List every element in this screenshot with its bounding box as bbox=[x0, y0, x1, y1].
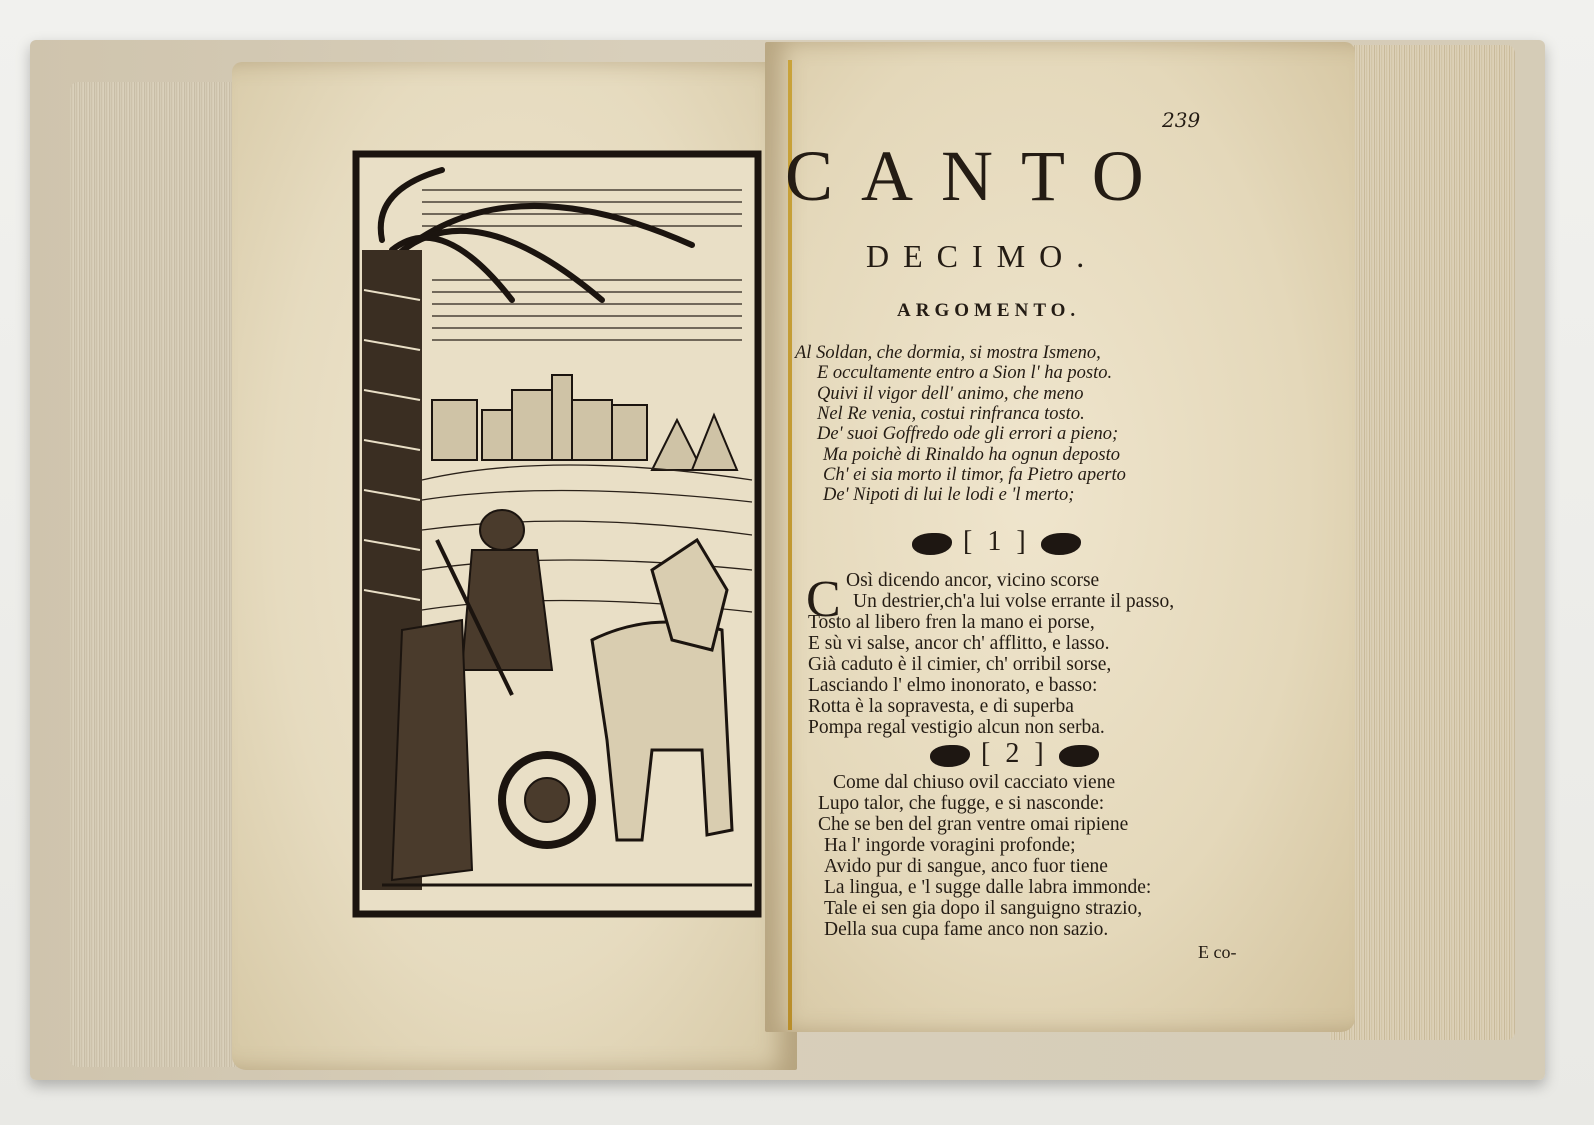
verse-line: Come dal chiuso ovil cacciato viene bbox=[833, 772, 1116, 793]
verse-line: Pompa regal vestigio alcun non serba. bbox=[808, 717, 1105, 738]
chapter-title: CANTO bbox=[785, 136, 1172, 216]
argument-line: De' suoi Goffredo ode gli errori a pieno; bbox=[817, 424, 1119, 444]
ornament-icon bbox=[912, 533, 952, 555]
stanza-number-2: [ 2 ] bbox=[981, 738, 1048, 769]
verse-line: Avido pur di sangue, anco fuor tiene bbox=[824, 856, 1108, 877]
verse-line: Tale ei sen gia dopo il sanguigno strazio, bbox=[824, 898, 1143, 919]
argument-line: Al Soldan, che dormia, si mostra Ismeno, bbox=[795, 343, 1101, 363]
verse-line: Lupo talor, che fugge, e si nasconde: bbox=[818, 793, 1105, 814]
drop-cap: C bbox=[806, 571, 841, 628]
verse-line: Tosto al libero fren la mano ei porse, bbox=[808, 612, 1095, 633]
verse-line: Osì dicendo ancor, vicino scorse bbox=[846, 570, 1100, 591]
woodcut-illustration bbox=[352, 150, 762, 918]
verse-line: Ha l' ingorde voragini profonde; bbox=[824, 835, 1076, 856]
argument-line: Quivi il vigor dell' animo, che meno bbox=[817, 384, 1084, 404]
verse-line: Lasciando l' elmo inonorato, e basso: bbox=[808, 675, 1098, 696]
verse-line: Un destrier,ch'a lui volse errante il passo, bbox=[853, 591, 1175, 612]
catchword: E co- bbox=[1198, 942, 1237, 962]
verse-line: E sù vi salse, ancor ch' afflitto, e lasso. bbox=[808, 633, 1110, 654]
ornament-icon bbox=[1059, 745, 1099, 767]
page-number: 239 bbox=[1162, 108, 1201, 132]
stanza-heading-2 bbox=[930, 738, 1099, 770]
argument-line: Ch' ei sia morto il timor, fa Pietro aperto bbox=[823, 465, 1126, 485]
argument-line: Nel Re venia, costui rinfranca tosto. bbox=[817, 404, 1085, 424]
stanza-number-1: [ 1 ] bbox=[963, 526, 1030, 557]
ornament-icon bbox=[1041, 533, 1081, 555]
stanza-heading-1 bbox=[912, 526, 1081, 558]
verse-line: Che se ben del gran ventre omai ripiene bbox=[818, 814, 1129, 835]
ornament-icon bbox=[930, 745, 970, 767]
argument-line: Ma poichè di Rinaldo ha ognun deposto bbox=[823, 445, 1120, 465]
verse-line: La lingua, e 'l sugge dalle labra immonde: bbox=[824, 877, 1152, 898]
argument-heading: ARGOMENTO. bbox=[897, 300, 1081, 321]
verse-line: Già caduto è il cimier, ch' orribil sorse, bbox=[808, 654, 1112, 675]
chapter-subtitle: DECIMO. bbox=[866, 238, 1099, 274]
argument-line: E occultamente entro a Sion l' ha posto. bbox=[817, 363, 1113, 383]
verse-line: Della sua cupa fame anco non sazio. bbox=[824, 919, 1109, 940]
right-page-edges bbox=[1330, 45, 1515, 1040]
verse-line: Rotta è la sopravesta, e di superba bbox=[808, 696, 1074, 717]
argument-line: De' Nipoti di lui le lodi e 'l merto; bbox=[823, 485, 1075, 505]
